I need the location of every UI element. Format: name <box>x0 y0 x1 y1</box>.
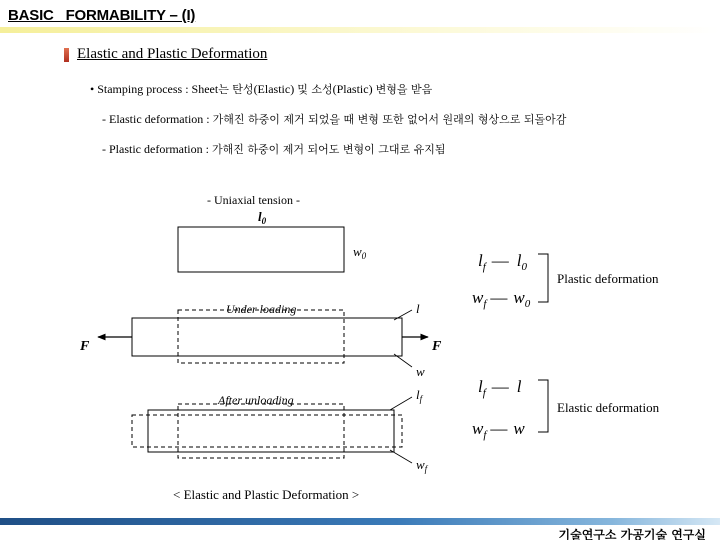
label-after-unloading: After unloading <box>218 393 294 407</box>
elastic-label: Elastic deformation <box>557 400 660 415</box>
elastic-eq1: $l_f$ — l <box>478 377 522 399</box>
label-force-left: F <box>80 339 90 354</box>
section-heading: Elastic and Plastic Deformation <box>77 46 268 62</box>
footer-text: 기술연구소 가공기술 연구실 <box>558 528 706 540</box>
label-wf: $w_f$ <box>416 457 428 474</box>
bullet-ko-1: 는 탄성 <box>218 83 254 96</box>
leader-l <box>394 310 412 320</box>
plastic-eq2: $w_f$ — $w_0$ <box>472 288 531 310</box>
elastic-bracket <box>538 380 548 432</box>
leader-wf <box>390 450 412 463</box>
label-w0: $w_0$ <box>353 244 367 261</box>
diagram-heading: - Uniaxial tension - <box>207 193 300 207</box>
footer-bar <box>0 518 720 525</box>
label-lf: $l_f$ <box>416 387 423 404</box>
plastic-definition-text: 가해진 하중이 제거 되어도 변형이 그대로 유지됨 <box>211 143 446 156</box>
leader-w <box>394 354 412 367</box>
loaded-outline-dashed <box>132 415 402 447</box>
plastic-label: Plastic deformation <box>557 271 659 286</box>
plastic-eq1: $l_f$ — $l_0$ <box>478 251 528 273</box>
label-l0: $l_0$ <box>258 209 267 226</box>
unloaded-specimen <box>148 410 394 452</box>
elastic-eq2: $w_f$ — w <box>472 419 525 441</box>
bullet-en-2: (Plastic) <box>332 82 376 96</box>
label-under-loading: Under loading <box>226 302 297 316</box>
loaded-specimen <box>132 318 402 356</box>
figure-caption: < Elastic and Plastic Deformation > <box>173 487 360 502</box>
elastic-definition-prefix: - Elastic deformation : <box>102 112 213 126</box>
slide-title: BASIC FORMABILITY – (I) <box>8 7 196 24</box>
bullet-ko-3: 변형을 받음 <box>375 83 433 96</box>
plastic-bracket <box>538 254 548 302</box>
label-l: l <box>416 301 420 316</box>
bullet-prefix: • Stamping process : Sheet <box>90 82 219 96</box>
leader-lf <box>390 397 412 410</box>
elastic-definition-text: 가해진 하중이 제거 되었을 때 변형 또한 없어서 원래의 형상으로 되돌아감 <box>212 113 567 126</box>
bullet-ko-2: 및 소성 <box>297 83 333 96</box>
plastic-definition-prefix: - Plastic deformation : <box>102 142 212 156</box>
label-force-right: F <box>432 339 442 354</box>
bullet-en-1: (Elastic) <box>253 82 298 96</box>
original-specimen <box>178 227 344 272</box>
label-w: w <box>416 364 425 379</box>
original-outline-dashed-2 <box>178 404 344 458</box>
